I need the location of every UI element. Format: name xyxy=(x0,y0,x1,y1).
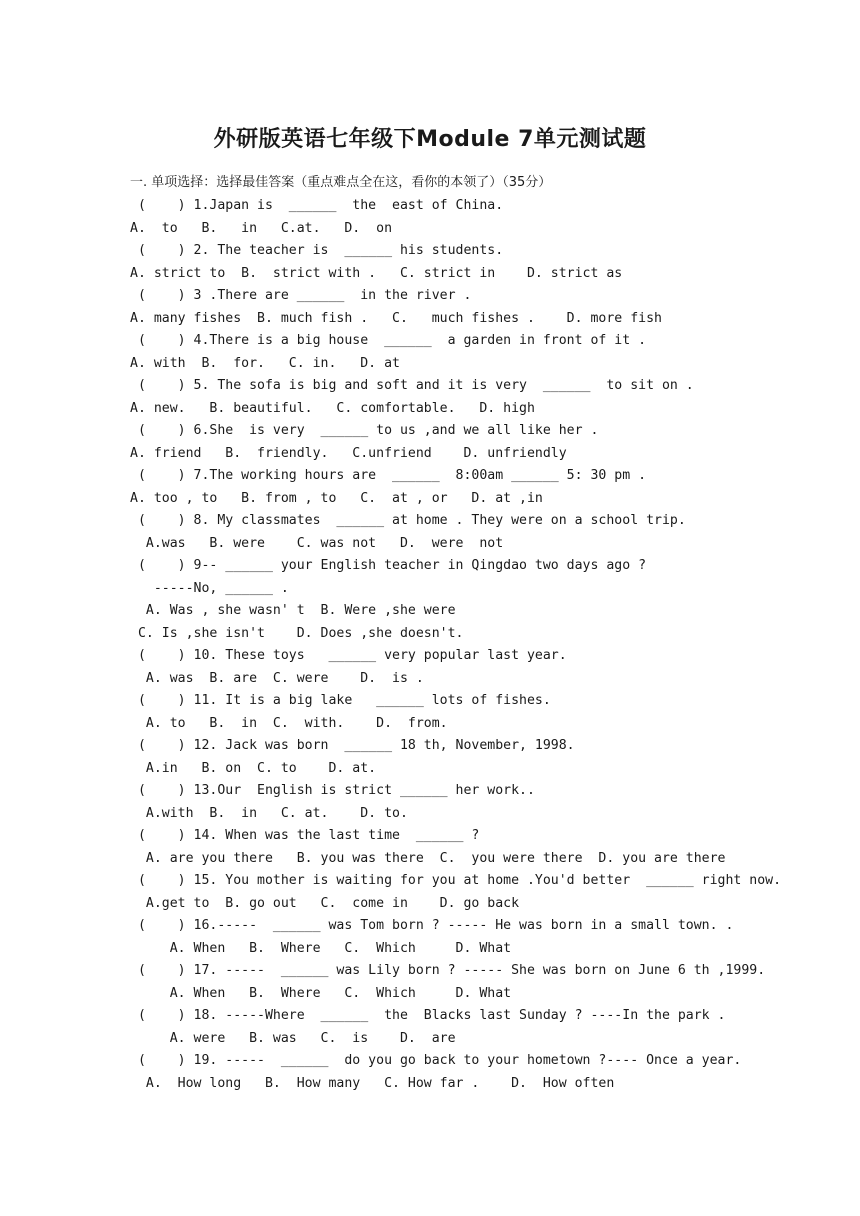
answer-options: A. to B. in C. with. D. from. xyxy=(130,715,448,731)
answer-options: A. When B. Where C. Which D. What xyxy=(130,985,512,1001)
question-stem: ( ) 15. You mother is waiting for you at home .You'd better ______ right now. xyxy=(130,873,782,888)
answer-options: -----No, ______ . xyxy=(130,580,289,596)
answer-options: A. too , to B. from , to C. at , or D. at ,in xyxy=(130,490,543,506)
question-stem: ( ) 12. Jack was born ______ 18 th, November, 1998. xyxy=(130,738,575,753)
question-stem: ( ) 16.----- ______ was Tom born ? ----- He was born in a small town. . xyxy=(130,918,734,933)
question-stem: ( ) 14. When was the last time ______ ? xyxy=(130,828,480,843)
answer-options: C. Is ,she isn't D. Does ,she doesn't. xyxy=(130,625,464,641)
page-title: 外研版英语七年级下Module 7单元测试题 xyxy=(213,127,647,152)
question-stem: ( ) 1.Japan is ______ the east of China. xyxy=(130,198,504,213)
answer-options: A. When B. Where C. Which D. What xyxy=(130,940,512,956)
answer-options: A. was B. are C. were D. is . xyxy=(130,670,424,686)
question-stem: ( ) 19. ----- ______ do you go back to your hometown ?---- Once a year. xyxy=(130,1053,742,1068)
answer-options: A.in B. on C. to D. at. xyxy=(130,760,377,776)
answer-options: A.get to B. go out C. come in D. go back xyxy=(130,895,520,911)
answer-options: A. strict to B. strict with . C. strict in D. strict as xyxy=(130,265,623,281)
answer-options: A. to B. in C.at. D. on xyxy=(130,220,393,236)
answer-options: A. many fishes B. much fish . C. much fishes . D. more fish xyxy=(130,310,662,326)
answer-options: A. Was , she wasn' t B. Were ,she were xyxy=(130,603,456,618)
answer-options: A. friend B. friendly. C.unfriend D. unfriendly xyxy=(130,445,567,461)
answer-options: A. are you there B. you was there C. you were there D. you are there xyxy=(130,850,726,866)
answer-options: A. were B. was C. is D. are xyxy=(130,1030,456,1046)
question-stem: ( ) 7.The working hours are ______ 8:00am ______ 5: 30 pm . xyxy=(130,468,647,483)
question-stem: ( ) 3 .There are ______ in the river . xyxy=(130,288,472,303)
question-stem: ( ) 5. The sofa is big and soft and it is very ______ to sit on . xyxy=(130,378,694,393)
question-stem: ( ) 10. These toys ______ very popular last year. xyxy=(130,648,567,663)
question-stem: ( ) 17. ----- ______ was Lily born ? ----- She was born on June 6 th ,1999. xyxy=(130,963,766,978)
answer-options: A.with B. in C. at. D. to. xyxy=(130,805,408,821)
question-stem: ( ) 9-- ______ your English teacher in Qingdao two days ago ? xyxy=(130,558,647,573)
question-stem: ( ) 18. -----Where ______ the Blacks last Sunday ? ----In the park . xyxy=(130,1008,726,1023)
answer-options: A. with B. for. C. in. D. at xyxy=(130,355,400,371)
question-stem: ( ) 2. The teacher is ______ his students. xyxy=(130,243,504,258)
answer-options: A. new. B. beautiful. C. comfortable. D. high xyxy=(130,400,535,416)
answer-options: A. How long B. How many C. How far . D. How often xyxy=(130,1075,615,1091)
question-stem: ( ) 13.Our English is strict ______ her work.. xyxy=(130,783,535,798)
question-stem: ( ) 8. My classmates ______ at home . They were on a school trip. xyxy=(130,513,686,528)
section-heading: 一. 单项选择：选择最佳答案（重点难点全在这，看你的本领了）（35分） xyxy=(130,175,552,190)
question-stem: ( ) 11. It is a big lake ______ lots of fishes. xyxy=(130,693,551,708)
question-stem: ( ) 4.There is a big house ______ a garden in front of it . xyxy=(130,333,647,348)
answer-options: A.was B. were C. was not D. were not xyxy=(130,535,504,551)
question-stem: ( ) 6.She is very ______ to us ,and we all like her . xyxy=(130,423,599,438)
